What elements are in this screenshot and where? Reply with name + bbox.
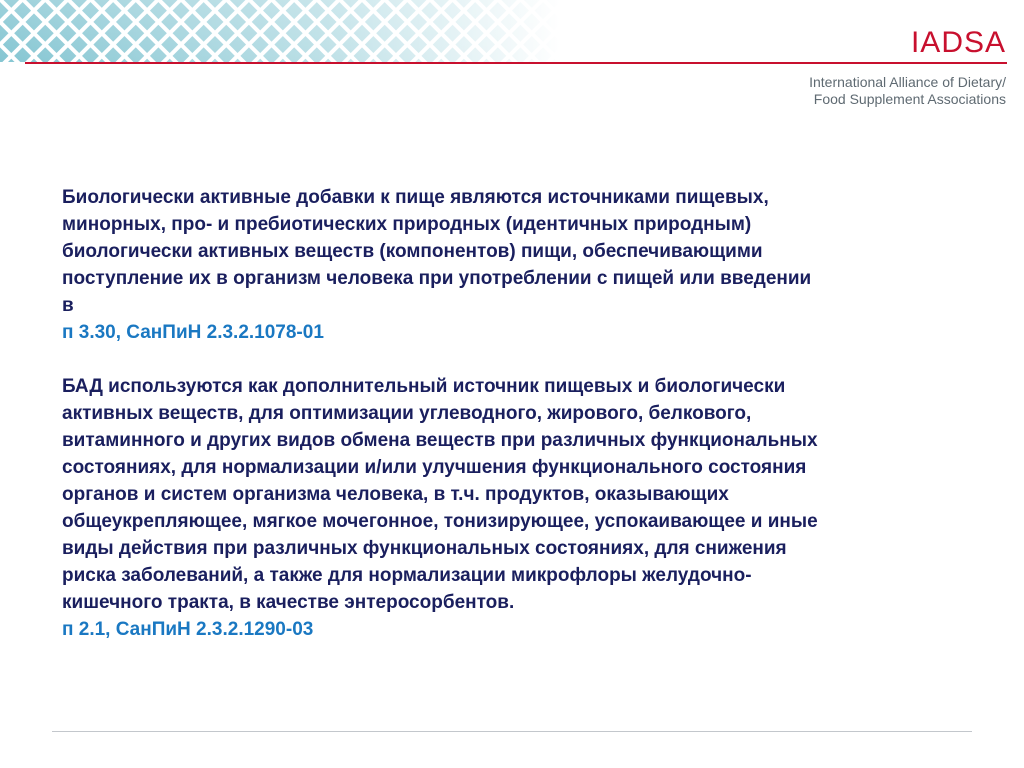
text-line: виды действия при различных функциональных состояниях, для снижения <box>62 538 787 559</box>
text-line: состояниях, для нормализации и/или улучшения функционального состояния <box>62 457 807 478</box>
logo-tagline <box>809 74 1006 108</box>
text-line: кишечного тракта, в качестве энтеросорбентов. <box>62 592 515 613</box>
text-line: биологически активных веществ (компонентов) пищи, обеспечивающими <box>62 241 763 262</box>
header-diamond-pattern <box>0 0 560 62</box>
text-line: поступление их в организм человека при употреблении с пищей или введении <box>62 268 812 289</box>
text-line: риска заболеваний, а также для нормализации микрофлоры желудочно- <box>62 565 752 586</box>
paragraph-usage <box>62 373 982 616</box>
footer-divider <box>52 731 972 732</box>
paragraph-spacer <box>62 346 982 373</box>
text-line: в <box>62 295 74 316</box>
text-line: общеукрепляющее, мягкое мочегонное, тонизирующее, успокаивающее и иные <box>62 511 818 532</box>
reference-sanpin-1078: п 3.30, СанПиН 2.3.2.1078-01 <box>62 322 324 343</box>
text-line: Биологически активные добавки к пище являются источниками пищевых, <box>62 187 769 208</box>
text-line: органов и систем организма человека, в т.ч. продуктов, оказывающих <box>62 484 729 505</box>
tagline-line-1: International Alliance of Dietary/ <box>809 74 1006 90</box>
header-divider <box>25 62 1007 64</box>
text-line: БАД используются как дополнительный источник пищевых и биологически <box>62 376 786 397</box>
iadsa-logo: IADSA <box>910 26 1006 59</box>
paragraph-definition <box>62 184 982 319</box>
reference-sanpin-1290: п 2.1, СанПиН 2.3.2.1290-03 <box>62 619 314 640</box>
slide-body <box>62 184 982 643</box>
text-line: активных веществ, для оптимизации углеводного, жирового, белкового, <box>62 403 752 424</box>
text-line: минорных, про- и пребиотических природных (идентичных природным) <box>62 214 752 235</box>
tagline-line-2: Food Supplement Associations <box>813 91 1006 107</box>
text-line: витаминного и других видов обмена веществ при различных функциональных <box>62 430 818 451</box>
